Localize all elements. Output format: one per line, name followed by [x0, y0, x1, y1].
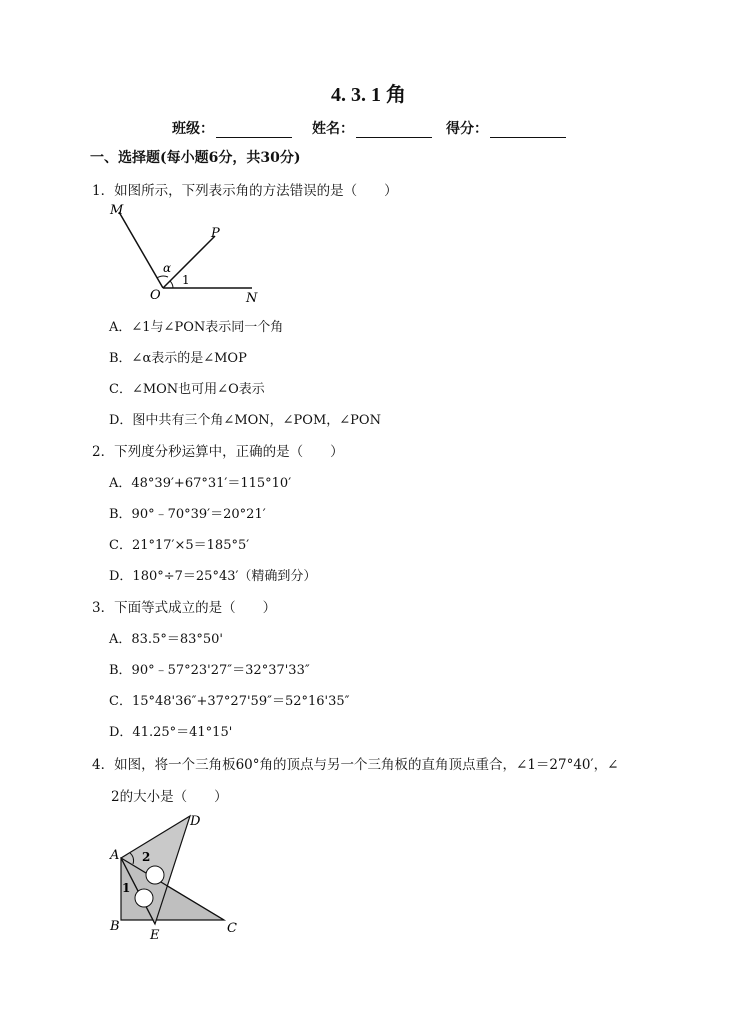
triangle-hole-2	[135, 889, 153, 907]
label-c: C	[227, 921, 237, 936]
label-b: B	[110, 919, 120, 934]
label-2: 2	[142, 850, 151, 864]
question-4-figure	[104, 808, 254, 942]
page-title: 4. 3. 1 角	[331, 84, 406, 106]
question-1-option-a: A．∠1与∠PON表示同一个角	[109, 320, 284, 335]
class-field	[172, 118, 292, 138]
section-heading: 一、选择题(每小题6分，共30分)	[90, 150, 301, 166]
name-field	[312, 118, 432, 138]
label-alpha: α	[163, 261, 172, 275]
score-label: 得分：	[446, 121, 488, 137]
angle-1-arc	[170, 281, 173, 288]
label-d: D	[190, 814, 201, 829]
name-label: 姓名：	[312, 121, 354, 137]
question-1-option-b: B．∠α表示的是∠MOP	[109, 351, 247, 366]
label-1: 1	[182, 273, 190, 287]
question-1-option-d: D．图中共有三个角∠MON，∠POM，∠PON	[109, 413, 381, 428]
question-1-option-c: C．∠MON也可用∠O表示	[109, 382, 265, 397]
question-2-option-b: B．90°﹣70°39′＝20°21′	[109, 507, 266, 522]
question-3-option-b: B．90°﹣57°23'27″＝32°37'33″	[109, 663, 310, 678]
ray-om	[119, 212, 163, 288]
question-1-stem: 1．如图所示，下列表示角的方法错误的是（ ）	[92, 183, 398, 199]
label-n: N	[246, 291, 258, 306]
score-blank	[490, 123, 566, 138]
question-4-stem-line-1: 4．如图，将一个三角板60°角的顶点与另一个三角板的直角顶点重合，∠1＝27°40′，∠	[92, 757, 619, 773]
question-3-option-c: C．15°48'36″+37°27'59″＝52°16'35″	[109, 694, 350, 709]
label-m: M	[110, 203, 124, 218]
triangle-hole-1	[146, 866, 164, 884]
score-field	[446, 118, 566, 138]
label-1: 1	[122, 881, 131, 895]
label-e: E	[150, 928, 160, 942]
question-2-option-a: A．48°39′+67°31′＝115°10′	[109, 476, 292, 491]
angle-alpha-arc	[157, 276, 168, 278]
question-3-option-a: A．83.5°＝83°50'	[109, 632, 223, 647]
name-blank	[356, 123, 432, 138]
question-1-figure	[104, 198, 274, 308]
question-2-option-d: D．180°÷7＝25°43′（精确到分）	[109, 569, 317, 584]
label-p: P	[211, 226, 220, 241]
class-blank	[216, 123, 292, 138]
label-a: A	[110, 848, 120, 863]
question-4-stem-line-2: 2的大小是（ ）	[111, 789, 228, 805]
question-3-option-d: D．41.25°＝41°15'	[109, 725, 233, 740]
class-label: 班级：	[172, 121, 214, 137]
question-2-stem: 2．下列度分秒运算中，正确的是（ ）	[92, 444, 344, 460]
label-o: O	[150, 288, 161, 303]
question-3-stem: 3．下面等式成立的是（ ）	[92, 600, 277, 616]
question-2-option-c: C．21°17′×5＝185°5′	[109, 538, 250, 553]
